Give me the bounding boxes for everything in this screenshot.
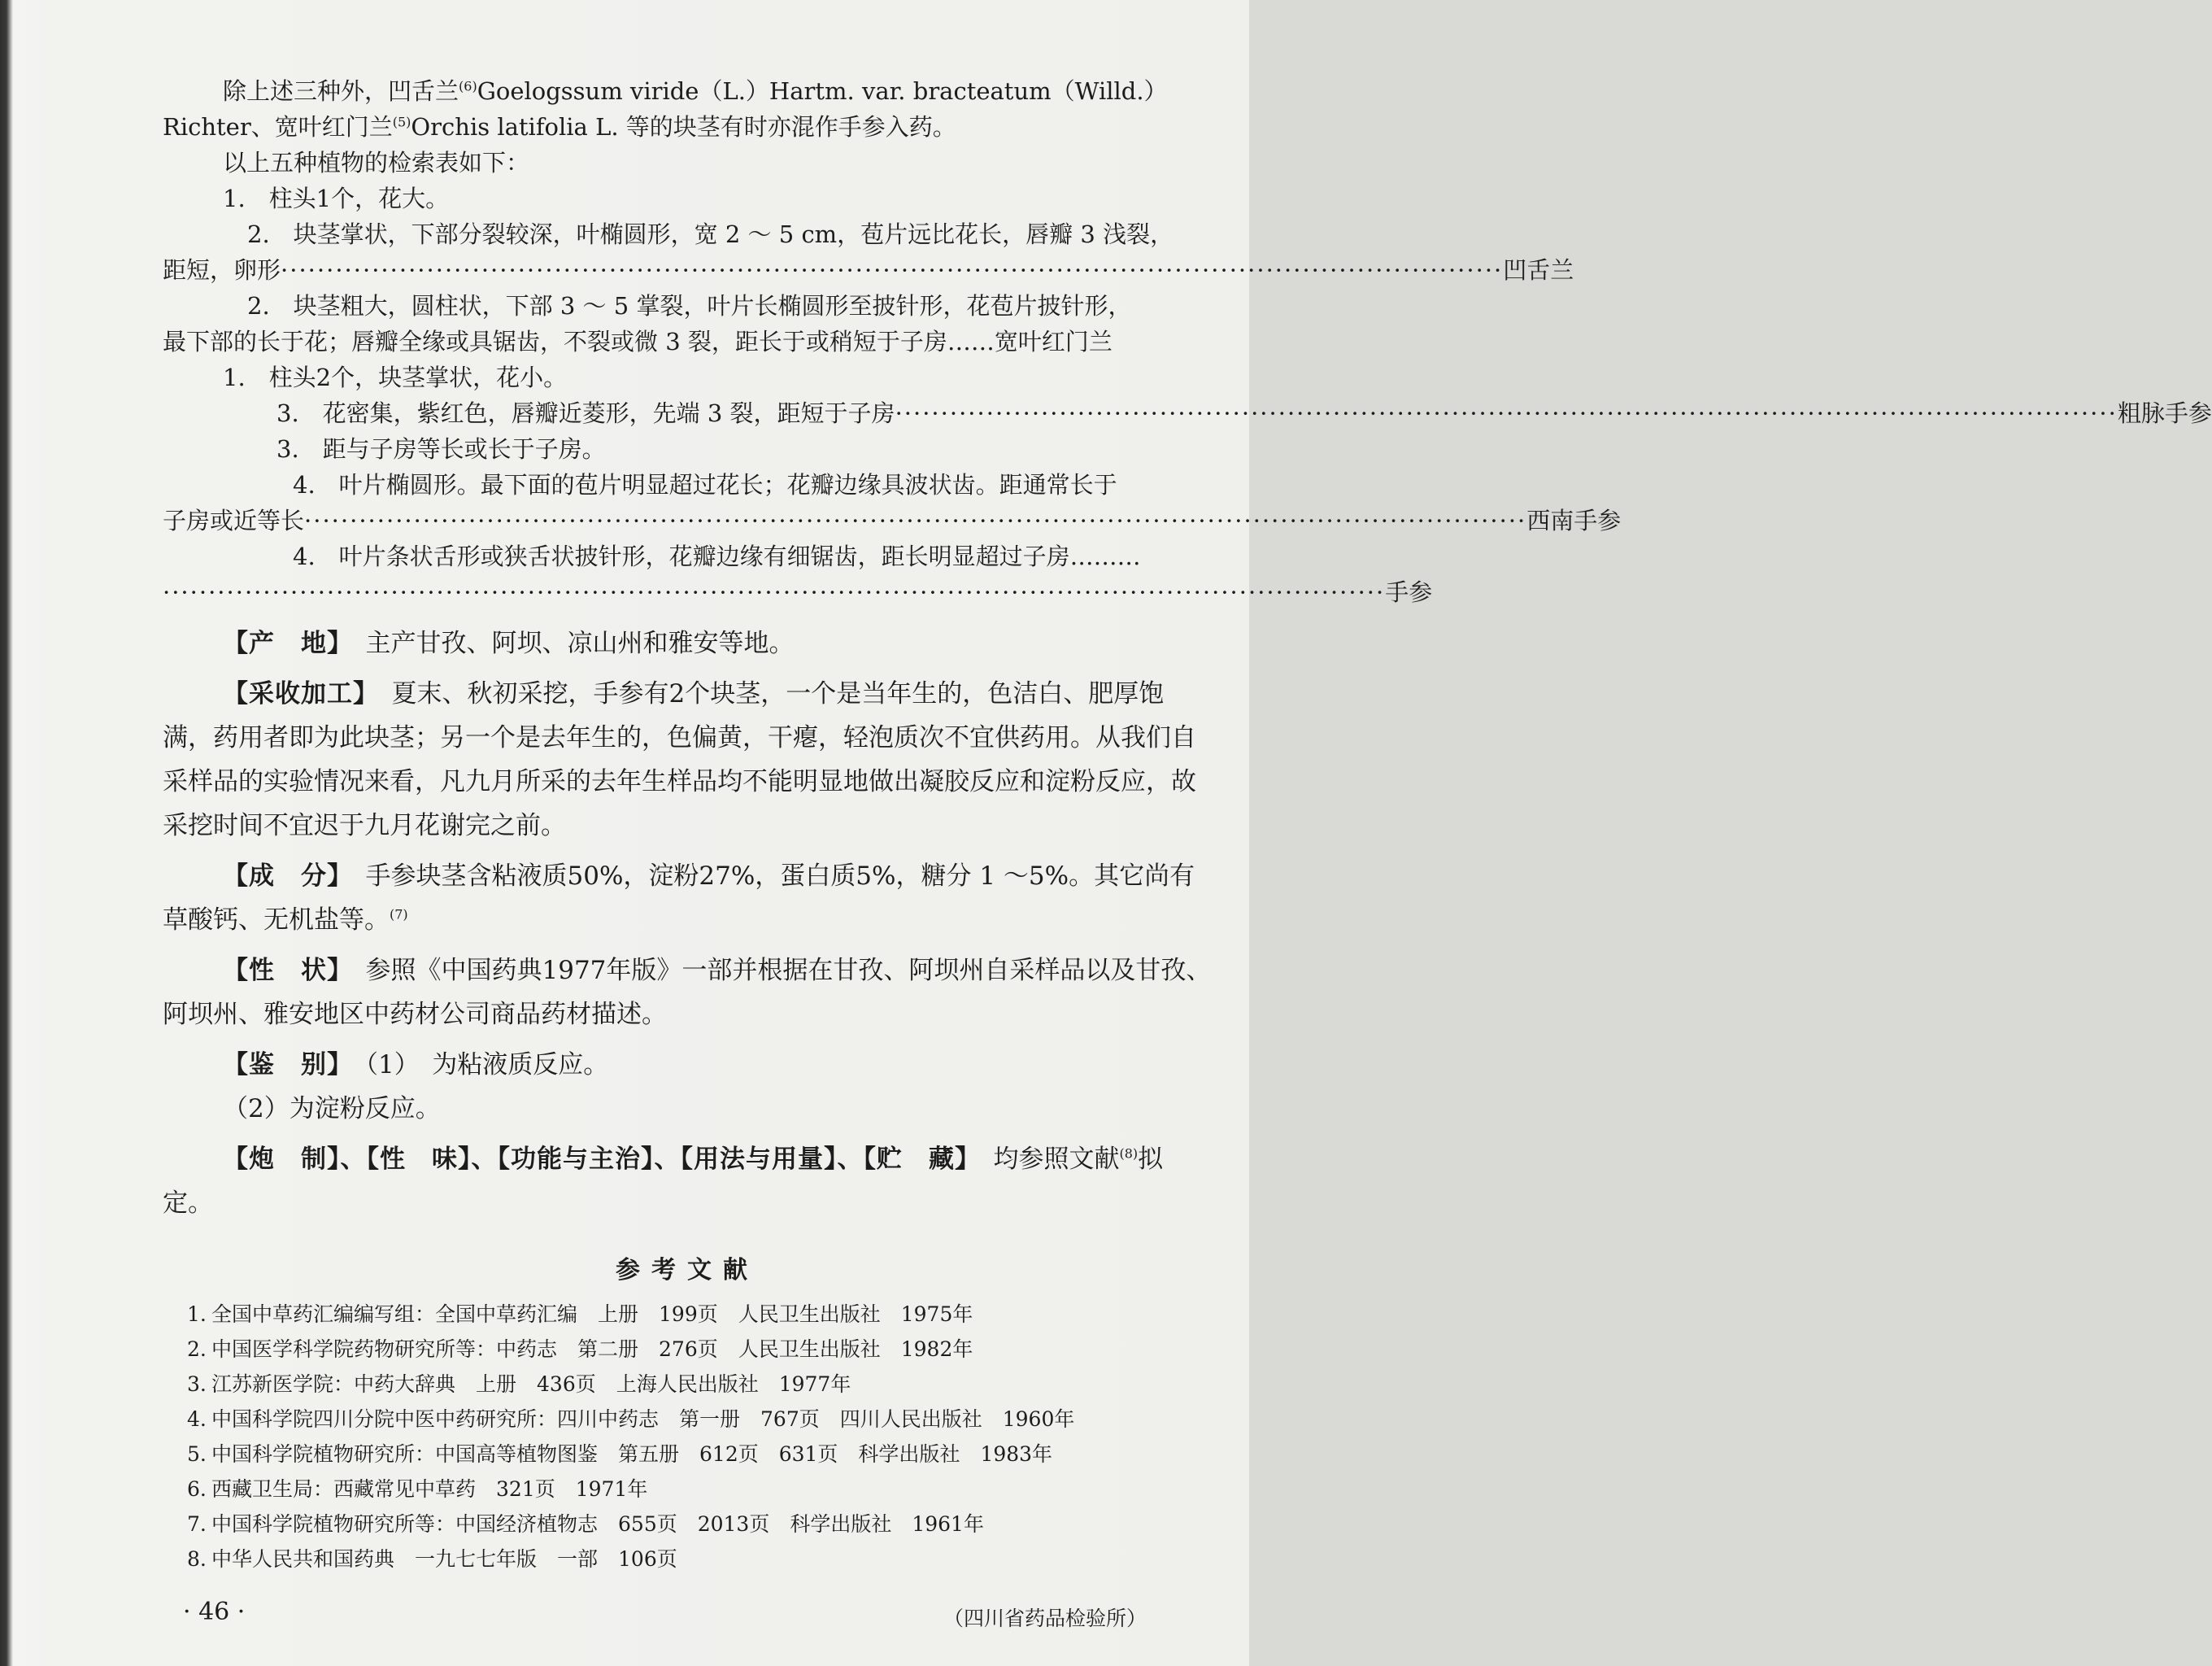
reference-text: 中国医学科学院药物研究所等：中药志 第二册 276页 人民卫生出版社 1982年 [211,1337,973,1361]
references-list [163,1297,1212,1577]
section-tag: 【采收加工】 [223,679,367,709]
reference-number: 7. [187,1512,207,1536]
reference-number: 4. [187,1407,207,1431]
leader-dots [304,503,1526,539]
leader-dots [281,252,1503,288]
leader-dots [895,395,2118,431]
reference-number: 8. [187,1547,207,1571]
key-4b-cont: ····· 手参 [163,574,1212,610]
section-misc: 【炮 制】、【性 味】、【功能与主治】、【用法与用量】、【贮 藏】 均参照文献$^{(8)}$拟定。 [163,1145,1164,1218]
ref-marker: (8) [1119,1145,1139,1162]
section-harvest: 【采收加工】 夏末、秋初采挖，手参有2个块茎，一个是当年生的，色洁白、肥厚饱满，药用者即为此块茎；另一个是去年生的，色偏黄，干瘪，轻泡质次不宜供药用。从我们自采样品的实验情况来看，凡九月所采的去年生样品均不能明显地做出凝胶反应和淀粉反应，故采挖时间不宜迟于九月花谢完之前。 [163,679,1196,840]
key-3b: 3. 距与子房等长或长于子房。 [276,435,606,463]
reference-item [187,1472,1212,1507]
section-tag: 【鉴 别】 [223,1050,341,1079]
reference-item [187,1332,1212,1367]
reference-text: 全国中草药汇编编写组：全国中草药汇编 上册 199页 人民卫生出版社 1975年 [211,1302,973,1326]
ref-marker: (6) [459,78,477,94]
ref-marker: (5) [392,114,411,130]
key-4a-cont: 子房或近等长 ····· 西南手参 [163,503,1212,539]
reference-number: 5. [187,1442,207,1466]
key-2b-cont: 最下部的长于花；唇瓣全缘或具锯齿，不裂或微 3 裂，距长于或稍短于子房……宽叶红门兰 [163,328,1113,355]
key-1b: 1. 柱头2个，块茎掌状，花小。 [223,364,568,391]
page-body [163,73,2212,1637]
leader-dots [163,574,1385,610]
reference-text: 中国科学院植物研究所：中国高等植物图鉴 第五册 612页 631页 科学出版社 1983年 [211,1442,1053,1466]
reference-item [187,1507,1212,1542]
reference-number: 2. [187,1337,207,1361]
references-title: 参考文献 [616,1256,759,1284]
intro-line-3: 以上五种植物的检索表如下： [223,149,530,177]
section-character: 【性 状】 参照《中国药典1977年版》一部并根据在甘孜、阿坝州自采样品以及甘孜、阿坝州、雅安地区中药材公司商品药材描述。 [163,956,1212,1029]
reference-item [187,1297,1212,1332]
reference-item [187,1437,1212,1472]
key-4b: 4. 叶片条状舌形或狭舌状披针形，花瓣边缘有细锯齿，距长明显超过子房……… [293,543,1141,570]
reference-number: 3. [187,1372,207,1396]
intro-line-2: Richter、宽叶红门兰$^{(5)}$Orchis latifolia L. 等的块茎有时亦混作手参入药。 [163,113,956,141]
section-tag: 【炮 制】、【性 味】、【功能与主治】、【用法与用量】、【贮 藏】 [223,1145,969,1174]
section-composition: 【成 分】 手参块茎含粘液质50%，淀粉27%，蛋白质5%，糖分 1 ～5%。其它尚有草酸钙、无机盐等。$^{(7)}$ [163,861,1195,935]
reference-item [187,1542,1212,1577]
page-number: · 46 · [183,1598,246,1626]
key-2a: 2. 块茎掌状，下部分裂较深，叶椭圆形，宽 2 ～ 5 cm，苞片远比花长，唇瓣 3 浅裂， [247,220,1174,248]
reference-text: 西藏卫生局：西藏常见中草药 321页 1971年 [211,1477,648,1501]
signature: （四川省药品检验所） [943,1607,1147,1630]
reference-text: 中华人民共和国药典 一九七七年版 一部 106页 [211,1547,677,1571]
section-tag: 【成 分】 [223,861,341,891]
section-tag: 【性 状】 [223,956,341,985]
identification-line-2: （2）为淀粉反应。 [223,1094,441,1123]
section-identification: 【鉴 别】 （1） 为粘液质反应。 [223,1050,609,1079]
section-tag: 【产 地】 [223,629,341,658]
ref-marker: (7) [390,906,408,922]
reference-item [187,1402,1212,1437]
key-4a: 4. 叶片椭圆形。最下面的苞片明显超过花长；花瓣边缘具波状齿。距通常长于 [293,471,1117,499]
reference-number: 1. [187,1302,207,1326]
reference-text: 中国科学院四川分院中医中药研究所：四川中药志 第一册 767页 四川人民出版社 1960年 [211,1407,1075,1431]
key-2a-cont: 距短，卵形 ····· 凹舌兰 [163,252,1212,288]
reference-item [187,1367,1212,1402]
reference-text: 中国科学院植物研究所等：中国经济植物志 655页 2013页 科学出版社 1961年 [211,1512,984,1536]
reference-text: 江苏新医学院：中药大辞典 上册 436页 上海人民出版社 1977年 [211,1372,851,1396]
key-1: 1. 柱头1个，花大。 [223,185,450,212]
intro-line-1: 除上述三种外，凹舌兰$^{(6)}$Goelogssum viride（L.）Hartm. var. bracteatum（Willd.） [223,77,1168,105]
key-2b: 2. 块茎粗大，圆柱状，下部 3 ～ 5 掌裂，叶片长椭圆形至披针形，花苞片披针形， [247,292,1132,320]
key-3a: 3. 花密集，紫红色，唇瓣近菱形，先端 3 裂，距短于子房 ····· 粗脉手参 [163,395,1326,431]
section-origin: 【产 地】 主产甘孜、阿坝、凉山州和雅安等地。 [223,629,795,658]
reference-number: 6. [187,1477,207,1501]
